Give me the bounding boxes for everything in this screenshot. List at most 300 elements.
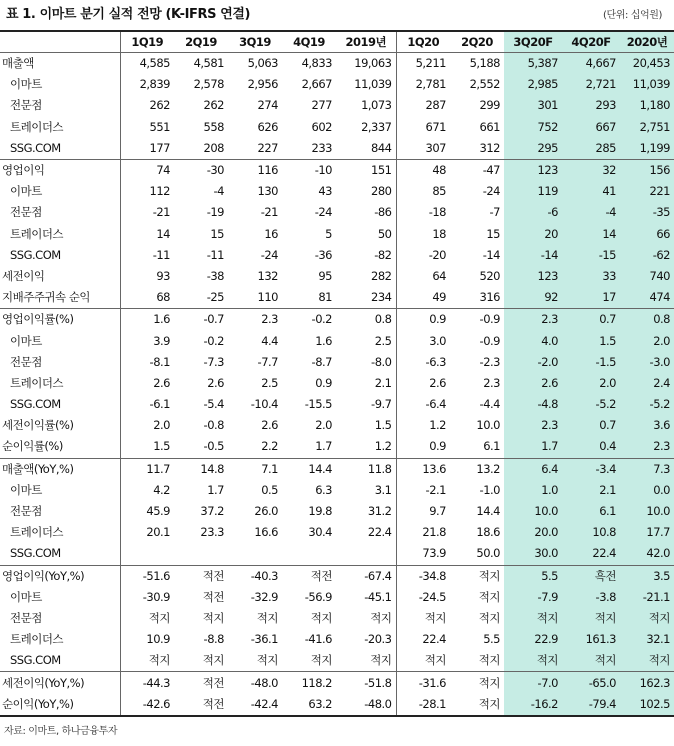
value-cell: 10.9: [120, 629, 174, 650]
value-cell: 2,781: [396, 74, 450, 95]
value-cell: 1.5: [120, 436, 174, 458]
value-cell: 0.8: [336, 309, 396, 331]
value-cell: [228, 543, 282, 565]
value-cell: -0.2: [282, 309, 336, 331]
value-cell: 68: [120, 287, 174, 309]
value-cell: 316: [479, 290, 500, 305]
value-cell: 1.7: [504, 436, 562, 458]
value-cell: -8.7: [311, 354, 332, 369]
value-cell: -0.9: [479, 333, 500, 348]
value-cell: 31.2: [367, 504, 392, 519]
value-cell: 262: [203, 98, 224, 113]
value-cell: -6.1: [120, 394, 174, 415]
value-cell: 30.4: [308, 525, 332, 540]
value-cell: 3.9: [120, 330, 174, 351]
value-cell: 5,211: [396, 53, 450, 75]
value-cell: 적지: [620, 608, 674, 629]
value-cell: 적지: [396, 650, 450, 672]
value-cell: 4,581: [174, 53, 228, 75]
value-cell: 1.6: [120, 309, 174, 331]
value-cell: 63.2: [282, 694, 336, 716]
table-row: [0, 543, 674, 565]
value-cell: 2.4: [620, 373, 674, 394]
value-cell: 적지: [562, 608, 620, 629]
value-cell: 37.2: [200, 504, 224, 519]
value-cell: 1,180: [620, 95, 674, 116]
value-cell: 3.5: [620, 565, 674, 587]
value-cell: 적지: [504, 608, 562, 629]
value-cell: -86: [374, 205, 392, 220]
value-cell: -21.1: [620, 587, 674, 608]
value-cell: 293: [562, 95, 620, 116]
value-cell: 13.2: [450, 458, 504, 480]
value-cell: -6: [504, 202, 562, 223]
value-cell: 적지: [120, 608, 174, 629]
value-cell: 474: [620, 287, 674, 309]
value-cell: -9.7: [371, 397, 392, 412]
value-cell: 32: [562, 159, 620, 181]
value-cell: 14.4: [476, 504, 500, 519]
column-header: 2020년: [620, 31, 674, 53]
value-cell: 116: [228, 159, 282, 181]
value-cell: -19: [206, 205, 224, 220]
value-cell: 1.2: [374, 439, 392, 454]
value-cell: 2.6: [261, 418, 278, 433]
value-cell: -51.8: [336, 672, 396, 694]
value-cell: -8.8: [203, 632, 224, 647]
value-cell: -0.9: [450, 309, 504, 331]
value-cell: -32.9: [250, 589, 278, 604]
row-label: SSG.COM: [10, 140, 61, 155]
value-cell: 234: [371, 290, 392, 305]
value-cell: 558: [203, 119, 224, 134]
value-cell: 50.0: [476, 546, 500, 561]
earnings-table: [0, 30, 674, 717]
row-label: 순이익(YoY,%): [0, 694, 120, 716]
value-cell: 적전: [282, 565, 336, 587]
row-label: 영업이익(YoY,%): [0, 565, 120, 587]
value-cell: -21: [260, 205, 278, 220]
column-header: 3Q20F: [504, 31, 562, 53]
value-cell: 73.9: [396, 543, 450, 565]
header-row: [0, 31, 674, 53]
value-cell: 17.7: [620, 522, 674, 543]
table-row: [0, 672, 674, 694]
value-cell: -7.7: [257, 354, 278, 369]
row-label: 트레이더스: [10, 119, 64, 134]
table-row: [0, 287, 674, 309]
value-cell: -11: [206, 247, 224, 262]
table-row: [0, 159, 674, 181]
value-cell: -8.0: [371, 354, 392, 369]
value-cell: 2.3: [504, 415, 562, 436]
value-cell: 2.0: [620, 330, 674, 351]
value-cell: 적전: [174, 694, 228, 716]
value-cell: 적전: [174, 672, 228, 694]
table-row: [0, 181, 674, 202]
value-cell: 2.6: [120, 373, 174, 394]
value-cell: -7.9: [504, 587, 562, 608]
value-cell: 162.3: [620, 672, 674, 694]
value-cell: 2.5: [374, 333, 392, 348]
value-cell: 740: [620, 266, 674, 287]
value-cell: -65.0: [562, 672, 620, 694]
value-cell: 2.3: [228, 309, 282, 331]
table-row: [0, 629, 674, 650]
value-cell: 844: [371, 140, 392, 155]
value-cell: 2,578: [193, 77, 224, 92]
value-cell: 2.3: [504, 309, 562, 331]
source-note: 자료: 이마트, 하나금융투자: [4, 726, 118, 737]
value-cell: -4.4: [479, 397, 500, 412]
value-cell: 1.5: [562, 330, 620, 351]
row-label: 이마트: [10, 333, 42, 348]
value-cell: 4.4: [261, 333, 278, 348]
value-cell: 30.0: [504, 543, 562, 565]
row-label: 전문점: [10, 205, 42, 220]
value-cell: 49: [396, 287, 450, 309]
value-cell: 15: [486, 226, 500, 241]
value-cell: 667: [562, 117, 620, 138]
value-cell: -6.3: [396, 352, 450, 373]
value-cell: -48.0: [336, 694, 396, 716]
value-cell: 5.5: [483, 632, 500, 647]
value-cell: -56.9: [304, 589, 332, 604]
value-cell: 130: [257, 184, 278, 199]
value-cell: -44.3: [120, 672, 174, 694]
value-cell: 26.0: [254, 504, 278, 519]
value-cell: 312: [479, 140, 500, 155]
value-cell: 50: [377, 226, 392, 241]
value-cell: 2,751: [620, 117, 674, 138]
value-cell: 74: [120, 159, 174, 181]
value-cell: 2,839: [120, 74, 174, 95]
value-cell: 2.1: [562, 480, 620, 501]
value-cell: -15: [562, 245, 620, 266]
value-cell: 14.8: [174, 458, 228, 480]
value-cell: 110: [257, 290, 278, 305]
value-cell: -10.4: [250, 397, 278, 412]
value-cell: 0.0: [620, 480, 674, 501]
value-cell: 10.0: [620, 501, 674, 522]
table-row: [0, 458, 674, 480]
value-cell: -48.0: [228, 672, 282, 694]
value-cell: 10.8: [562, 522, 620, 543]
value-cell: -11: [120, 245, 174, 266]
value-cell: -14: [482, 247, 500, 262]
value-cell: 흑전: [562, 565, 620, 587]
value-cell: -82: [374, 247, 392, 262]
value-cell: 1.0: [504, 480, 562, 501]
value-cell: 적지: [450, 672, 504, 694]
value-cell: 적지: [478, 589, 500, 604]
value-cell: 112: [120, 181, 174, 202]
value-cell: 66: [620, 224, 674, 245]
table-row: [0, 138, 674, 160]
value-cell: 520: [479, 268, 500, 283]
row-label: 트레이더스: [10, 226, 64, 241]
value-cell: 233: [311, 140, 332, 155]
value-cell: 81: [318, 290, 332, 305]
value-cell: 적지: [450, 694, 504, 716]
value-cell: -16.2: [504, 694, 562, 716]
value-cell: -2.0: [504, 352, 562, 373]
value-cell: -25: [206, 290, 224, 305]
value-cell: 적지: [478, 653, 500, 668]
table-row: [0, 565, 674, 587]
value-cell: 6.1: [483, 439, 500, 454]
value-cell: 11,039: [620, 74, 674, 95]
table-header: [0, 31, 674, 53]
value-cell: 적지: [310, 653, 332, 668]
value-cell: 45.9: [120, 501, 174, 522]
row-label: SSG.COM: [10, 397, 61, 412]
value-cell: 4.2: [120, 480, 174, 501]
value-cell: -62: [620, 245, 674, 266]
value-cell: -4: [213, 184, 224, 199]
value-cell: 1.5: [374, 418, 392, 433]
column-header: 1Q19: [120, 31, 174, 53]
value-cell: -24: [260, 247, 278, 262]
value-cell: 208: [203, 140, 224, 155]
value-cell: -5.4: [203, 397, 224, 412]
value-cell: 274: [257, 98, 278, 113]
row-label: 트레이더스: [10, 525, 64, 540]
value-cell: 2,721: [562, 74, 620, 95]
row-label: 매출액(YoY,%): [0, 458, 120, 480]
row-label: 전문점: [10, 98, 42, 113]
value-cell: 41: [562, 181, 620, 202]
value-cell: 602: [311, 119, 332, 134]
value-cell: 33: [562, 266, 620, 287]
value-cell: 적지: [120, 650, 174, 672]
row-label: SSG.COM: [10, 653, 61, 668]
row-label: 세전이익(YoY,%): [0, 672, 120, 694]
value-cell: 2.0: [562, 373, 620, 394]
value-cell: 20: [504, 224, 562, 245]
value-cell: 2.6: [396, 373, 450, 394]
value-cell: 11.7: [120, 458, 174, 480]
table-row: [0, 394, 674, 415]
value-cell: -15.5: [304, 397, 332, 412]
value-cell: 0.8: [620, 309, 674, 331]
row-label: 트레이더스: [10, 375, 64, 390]
table-row: [0, 117, 674, 138]
value-cell: -8.1: [120, 352, 174, 373]
value-cell: 119: [504, 181, 562, 202]
value-cell: -21: [120, 202, 174, 223]
value-cell: 20.0: [504, 522, 562, 543]
value-cell: 132: [257, 268, 278, 283]
value-cell: -30: [174, 159, 228, 181]
table-row: [0, 373, 674, 394]
value-cell: 227: [257, 140, 278, 155]
value-cell: 102.5: [620, 694, 674, 716]
row-label: SSG.COM: [10, 247, 61, 262]
value-cell: -42.4: [228, 694, 282, 716]
value-cell: 14.4: [282, 458, 336, 480]
value-cell: 2.0: [315, 418, 332, 433]
value-cell: 20,453: [620, 53, 674, 75]
value-cell: 23.3: [200, 525, 224, 540]
value-cell: 적지: [396, 608, 450, 629]
value-cell: 7.1: [228, 458, 282, 480]
value-cell: -41.6: [304, 632, 332, 647]
table-row: [0, 309, 674, 331]
value-cell: 16: [264, 226, 278, 241]
value-cell: 2.2: [261, 439, 278, 454]
value-cell: 2.0: [120, 415, 174, 436]
value-cell: -45.1: [364, 589, 392, 604]
value-cell: 1.6: [315, 333, 332, 348]
value-cell: 95: [318, 268, 332, 283]
value-cell: 85: [396, 181, 450, 202]
value-cell: 15: [210, 226, 224, 241]
row-label: 전문점: [10, 354, 42, 369]
value-cell: -35: [620, 202, 674, 223]
value-cell: -67.4: [336, 565, 396, 587]
value-cell: 3.0: [396, 330, 450, 351]
value-cell: -1.5: [562, 352, 620, 373]
value-cell: 177: [120, 138, 174, 160]
value-cell: -0.8: [203, 418, 224, 433]
value-cell: 151: [336, 159, 396, 181]
value-cell: 4.0: [504, 330, 562, 351]
value-cell: 2.3: [620, 436, 674, 458]
value-cell: 43: [318, 184, 332, 199]
value-cell: 277: [311, 98, 332, 113]
value-cell: 9.7: [396, 501, 450, 522]
value-cell: 21.8: [396, 522, 450, 543]
value-cell: 161.3: [562, 629, 620, 650]
value-cell: -2.3: [479, 354, 500, 369]
unit-note: (단위: 십억원): [602, 10, 662, 21]
value-cell: 적전: [202, 589, 224, 604]
table-row: [0, 480, 674, 501]
value-cell: -10: [282, 159, 336, 181]
value-cell: 6.1: [562, 501, 620, 522]
value-cell: 17: [562, 287, 620, 309]
value-cell: 2.6: [207, 375, 224, 390]
value-cell: 280: [371, 184, 392, 199]
value-cell: 2.3: [483, 375, 500, 390]
row-label: 영업이익: [0, 159, 120, 181]
value-cell: 6.4: [504, 458, 562, 480]
value-cell: -40.3: [228, 565, 282, 587]
value-cell: -5.2: [562, 394, 620, 415]
value-cell: 0.9: [396, 309, 450, 331]
value-cell: -20: [396, 245, 450, 266]
value-cell: 2,337: [361, 119, 392, 134]
value-cell: 2,985: [504, 74, 562, 95]
value-cell: 13.6: [396, 458, 450, 480]
value-cell: -24: [314, 205, 332, 220]
value-cell: -36: [314, 247, 332, 262]
value-cell: 3.6: [620, 415, 674, 436]
value-cell: 적지: [370, 653, 392, 668]
value-cell: 301: [504, 95, 562, 116]
value-cell: 11.8: [336, 458, 396, 480]
value-cell: 적지: [370, 610, 392, 625]
value-cell: 551: [120, 117, 174, 138]
value-cell: 285: [562, 138, 620, 160]
column-header: 4Q20F: [562, 31, 620, 53]
table-row: [0, 330, 674, 351]
value-cell: -1.0: [479, 482, 500, 497]
value-cell: 14: [562, 224, 620, 245]
value-cell: 661: [479, 119, 500, 134]
value-cell: 0.4: [562, 436, 620, 458]
row-label: 영업이익률(%): [0, 309, 120, 331]
value-cell: 적지: [256, 653, 278, 668]
row-label: 전문점: [10, 504, 42, 519]
value-cell: 적지: [450, 565, 504, 587]
value-cell: -3.0: [620, 352, 674, 373]
value-cell: 적지: [562, 650, 620, 672]
value-cell: 22.4: [367, 525, 392, 540]
value-cell: -47: [450, 159, 504, 181]
row-label: 트레이더스: [10, 632, 64, 647]
table-title: 표 1. 이마트 분기 실적 전망 (K-IFRS 연결): [6, 7, 251, 22]
value-cell: 123: [504, 159, 562, 181]
value-cell: 0.9: [396, 436, 450, 458]
value-cell: 22.4: [396, 629, 450, 650]
value-cell: -0.5: [203, 439, 224, 454]
row-label: 세전이익률(%): [2, 418, 74, 433]
table-row: [0, 266, 674, 287]
value-cell: -30.9: [120, 587, 174, 608]
value-cell: [282, 543, 336, 565]
value-cell: 4,833: [282, 53, 336, 75]
value-cell: 282: [371, 268, 392, 283]
value-cell: 118.2: [282, 672, 336, 694]
value-cell: 적지: [478, 610, 500, 625]
value-cell: -31.6: [396, 672, 450, 694]
column-header: 2Q20: [450, 31, 504, 53]
header-label-cell: [0, 31, 120, 53]
value-cell: -24: [482, 184, 500, 199]
value-cell: 626: [257, 119, 278, 134]
value-cell: -42.6: [120, 694, 174, 716]
value-cell: 2,667: [301, 77, 332, 92]
row-label: 이마트: [10, 589, 42, 604]
row-label: 순이익률(%): [2, 439, 63, 454]
value-cell: 적지: [256, 610, 278, 625]
value-cell: 64: [396, 266, 450, 287]
value-cell: 22.4: [562, 543, 620, 565]
value-cell: 적지: [202, 653, 224, 668]
value-cell: 18: [396, 224, 450, 245]
value-cell: 2,956: [247, 77, 278, 92]
table-row: [0, 224, 674, 245]
value-cell: 92: [504, 287, 562, 309]
row-label: 세전이익: [2, 268, 45, 283]
value-cell: 14: [120, 224, 174, 245]
value-cell: 6.3: [315, 482, 332, 497]
table-row: [0, 245, 674, 266]
value-cell: -2.1: [396, 480, 450, 501]
value-cell: 156: [620, 159, 674, 181]
value-cell: -0.2: [203, 333, 224, 348]
column-header: 2Q19: [174, 31, 228, 53]
value-cell: -4: [562, 202, 620, 223]
value-cell: 295: [504, 138, 562, 160]
value-cell: 19.8: [308, 504, 332, 519]
value-cell: [120, 543, 174, 565]
value-cell: -20.3: [364, 632, 392, 647]
value-cell: -6.4: [396, 394, 450, 415]
table-row: [0, 650, 674, 672]
